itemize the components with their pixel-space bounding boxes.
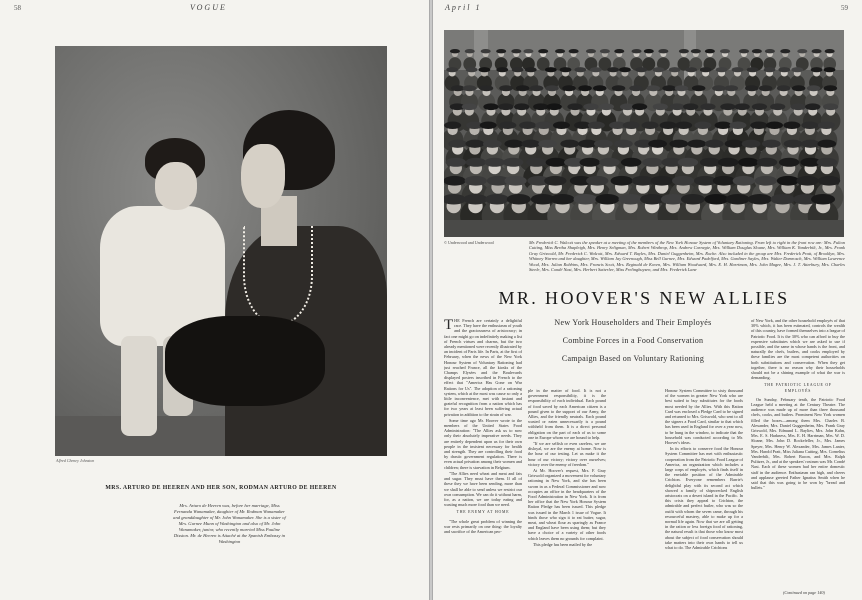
crowd-photo-credit: © Underwood and Underwood xyxy=(444,240,494,245)
deck-line: New York Householders and Their Employés xyxy=(554,318,712,327)
audience-hat xyxy=(687,140,706,148)
audience-hat xyxy=(462,103,477,110)
audience-hat xyxy=(514,103,529,110)
paragraph: ple in the matter of food. It is not a government responsibility, it is the responsibility of each individual. Each pound of food saved by each American citizen is a pound given to the support of our Army, the Allies, and the friendly neutrals. Each pound wasted or eaten unnecessarily is a pound withheld from them. It is a direct personal obligation on the part of each of us to some one in Europe whom we are bound to help. xyxy=(528,388,606,440)
audience-hat xyxy=(648,140,667,148)
audience-hat xyxy=(450,49,460,53)
audience-hat xyxy=(700,158,721,167)
audience-hat xyxy=(824,85,838,91)
crowd-photo-caption: Mr. Frederick C. Walcott was the speaker at a meeting of the members of the New York Honour System of Voluntary Rationing. From left to right in the front row are: Mrs. Fulton Cutting, Miss Bertha Shapleigh, Mrs. Henry Seligman, Mrs. Robert Winthrop, Mrs. Andrew Carnegie, Mrs. William Douglas Sloane, Mrs. William K. Vanderbilt, Jr., Mrs. Frank Gray Griswold, Mr. Frederick C. Walcott, Mrs. Edward T. Bayles, Mrs. Daniel Guggenheim, Mrs. Roche. Also included in the group are Mrs. Frederick Pratt, of Brooklyn, Mrs. Whitney Warren and her daughter, Mrs. William Jay Greenough, Miss Bell Gurnee, Mrs. Edward Padelford, Mrs. Gardiner Sayles, Mrs. Walter Damrosch, Mrs. William Lawrence Wood, Mrs. Julian Robbins, Mrs. Francis Scott, Mrs. Reginald de Koven, Mrs. William Woodward, Mrs. E. H. Harriman, Mrs. John Magee, Mrs. J. T. Atterbury, Mrs. Charles Steele, Mrs. Condé Nast, Mrs. Herbert Satterlee, Miss Frelinghuysen, and Mrs. Frederick Lane xyxy=(529,240,845,273)
audience-hat xyxy=(817,158,838,167)
audience-hat xyxy=(725,140,744,148)
audience-hat xyxy=(791,67,803,72)
audience-hat xyxy=(679,49,689,53)
audience-hat xyxy=(525,67,537,72)
audience-hat xyxy=(742,140,761,148)
audience-hat xyxy=(623,122,640,129)
audience-hat xyxy=(463,85,477,91)
audience-hat xyxy=(715,122,732,129)
audience-hat xyxy=(642,158,663,167)
paragraph: In its efforts to conserve food the Honour System Committee has met with enthusiastic cooperation from the Patriotic Food League of America, an organization which includes a large corps of employés, which finds itself in the enviable position of the Admirable Crichton. Everyone remembers Barrie's delightful play with its second act which showed a family of shipwrecked English aristocrats on a desert island in the Pacific. In this crisis they appeal to Crichton, the admirable and perfect butler, who was so the outfit with whom the seven came, through his resourceful mastery, able to make up for a normal life again. Now that we are all getting in the ration or less foreign food of rationing, the natural result is that those who know most about the subject of food conservation should take matters into their own hands to tell us what to do. The Admirable Crichtons xyxy=(665,446,743,551)
audience-hat xyxy=(764,67,776,72)
audience-hat xyxy=(801,122,818,129)
paragraph: This pledge has been mailed by the xyxy=(533,541,593,547)
audience-hat xyxy=(569,49,579,53)
audience-hat xyxy=(694,122,711,129)
audience-hat xyxy=(647,85,661,91)
drop-cap: T xyxy=(444,318,454,333)
audience-hat xyxy=(632,103,647,110)
deck-line: Campaign Based on Voluntary Rationing xyxy=(561,354,705,363)
audience-hat xyxy=(614,140,633,148)
audience-hat xyxy=(611,176,633,186)
audience-hat xyxy=(747,67,759,72)
audience-hat xyxy=(504,140,523,148)
audience-hat xyxy=(752,49,762,53)
audience-hat xyxy=(750,122,767,129)
audience-hat xyxy=(801,140,820,148)
audience-hat xyxy=(777,85,791,91)
audience-hat xyxy=(485,194,509,205)
audience-hat xyxy=(726,194,750,205)
audience-hat xyxy=(780,49,790,53)
paragraph: At Mr. Hoover's request, Mrs. F. Gray Griswold organized a movement for voluntary rationing in New York, and she has been sworn in as a Federal Commissioner and now occupies an office in the headquarters of the Food Administration in New York. It is from her office that the New York Honour System Ration Pledge has been issued. This pledge was issued in the March 1 issue of Vogue. It binds those who sign it to eat butter, sugar, meat, and wheat flour as sparingly as France and England have been using them; but they have a choice of a variety of other foods which leaves them no grounds for complaint. xyxy=(528,468,606,541)
audience-hat xyxy=(614,49,624,53)
article-column-1 xyxy=(444,318,522,598)
article-column-4 xyxy=(751,318,845,590)
audience-hat xyxy=(480,85,494,91)
audience-hat xyxy=(759,85,773,91)
article-column-2 xyxy=(528,388,606,598)
audience-hat xyxy=(653,103,668,110)
audience-hat xyxy=(511,49,521,53)
audience-hat xyxy=(481,49,491,53)
portrait-caption-title: MRS. ARTURO DE HEEREN AND HER SON, RODMAN ARTURO DE HEEREN xyxy=(105,485,337,491)
left-running-head: VOGUE xyxy=(190,3,227,12)
audience-hat xyxy=(733,176,755,186)
audience-hat xyxy=(651,176,673,186)
paragraph: "The whole great problem of winning the war rests primarily on one thing: the loyalty and sacrifice of the American peo- xyxy=(444,518,522,534)
audience-hat xyxy=(712,85,726,91)
audience-hat xyxy=(672,176,694,186)
section-subhead: THE PATRIOTIC LEAGUE OF EMPLOYÉS xyxy=(764,383,832,393)
audience-hat xyxy=(599,158,620,167)
audience-hat xyxy=(777,176,799,186)
audience-hat xyxy=(640,194,664,205)
audience-hat xyxy=(705,140,724,148)
audience-hat xyxy=(692,85,706,91)
article-deck xyxy=(533,318,733,372)
audience-hat xyxy=(818,176,840,186)
audience-hat xyxy=(811,194,835,205)
audience-hat xyxy=(553,122,570,129)
audience-hat xyxy=(480,122,497,129)
audience-hat xyxy=(586,49,596,53)
audience-hat xyxy=(766,122,783,129)
audience-hat xyxy=(574,194,598,205)
paragraph: THE French are certainly a delightful race. They have the enthusiasm of youth and the graciousness of aristocracy; in fact one might go on indefinitely making a list of French virtues and charms, but the two already mentioned were recently illustrated by an incident of Paris life. In Paris, at the first of February, when the news of the New York Honour System of Voluntary Rationing had just reached France, all the kiosks of the Champs Elysées and the Boulevards displayed posters inscribed in French to the effect that "America Has Gone on War Rations for Us". The adoption of a rationing system, which at the most was cause so only a little inconvenience, met with instant and grateful recognition from a nation which has for two years at least been suffering actual privation in addition to the strain of war. xyxy=(444,318,522,417)
audience-hat xyxy=(823,103,838,110)
audience-hat xyxy=(496,49,506,53)
audience-hat xyxy=(555,49,565,53)
audience-hat xyxy=(669,140,688,148)
paragraph: On Sunday, February tenth, the Patriotic Food League held a meeting at the Century Theatre. The audience was made up of more than three thousand chefs, cooks, and butlers. Prominent New York women filled the boxes—among them Mrs. Charles B. Alexander, Mrs. Daniel Guggenheim, Mrs. Frank Gray Griswold, Mrs. Edmund L. Baylies, Mrs. John Kahn, Mrs. E. S. Harkness, Mrs. E. H. Harriman, Mrs. W. D. Sloane, Mrs. John D. Rockefeller, Jr., Mrs. James Speyer, Mrs. Henry W. Alexander, Mrs. James Lanier, Mrs. Harold Pratt, Miss Juliana Cutting, Mrs. Cornelius Vanderbilt, Mrs. Robert Bacon, and Mrs. Ralph Pulitzer, Jr., and at the speakers' rostrum was Mr. Condé Nast. Each of these women had her entire domestic staff in the audience. Enthusiasm ran high, and cheers and applause greeted Father Ignatius Smith when he said that this was going to be won by "bread and bullets." xyxy=(751,396,845,491)
audience-hat xyxy=(704,194,728,205)
audience-hat xyxy=(705,49,715,53)
audience-hat xyxy=(670,103,685,110)
audience-hat xyxy=(466,158,487,167)
meeting-crowd-photo xyxy=(444,30,844,237)
audience-hat xyxy=(546,158,567,167)
paragraph: "The Allies need wheat and meat and fats and sugar. They must have them. If all of these they we have been sending, more than we shall be able to send unless we restrict our own consumption. We can do it without harm, for, as a nation, we are today eating and wasting much more food than we need. xyxy=(444,470,522,508)
audience-hat xyxy=(590,67,602,72)
audience-hat xyxy=(483,140,502,148)
audience-hat xyxy=(588,122,605,129)
audience-hat xyxy=(757,158,778,167)
audience-hat xyxy=(483,103,498,110)
audience-hat xyxy=(484,158,505,167)
audience-hat xyxy=(523,49,533,53)
audience-hat xyxy=(533,103,548,110)
audience-hat xyxy=(735,103,750,110)
audience-hat xyxy=(545,85,559,91)
section-subhead: THE ENEMY AT HOME xyxy=(456,510,510,515)
audience-hat xyxy=(496,67,508,72)
audience-hat xyxy=(618,194,642,205)
audience-hat xyxy=(578,85,592,91)
audience-hat xyxy=(503,158,523,167)
audience-hat xyxy=(778,67,790,72)
audience-hat xyxy=(593,85,607,91)
audience-hat xyxy=(755,176,777,186)
hall-floor xyxy=(444,220,844,237)
audience-hat xyxy=(607,67,619,72)
audience-hat xyxy=(619,67,631,72)
audience-hat xyxy=(560,140,579,148)
audience-hat xyxy=(824,67,836,72)
audience-hat xyxy=(662,85,676,91)
audience-hat xyxy=(718,158,739,167)
audience-hat xyxy=(681,194,705,205)
audience-hat xyxy=(716,67,728,72)
audience-hat xyxy=(642,122,659,129)
audience-hat xyxy=(660,122,677,129)
audience-hat xyxy=(507,194,531,205)
audience-hat xyxy=(762,140,781,148)
audience-hat xyxy=(444,122,461,129)
audience-hat xyxy=(600,49,610,53)
audience-hat xyxy=(621,158,642,167)
audience-hat xyxy=(783,122,800,129)
audience-hat xyxy=(446,158,467,167)
audience-hat xyxy=(465,176,487,186)
audience-hat xyxy=(792,85,806,91)
audience-hat xyxy=(512,67,524,72)
portrait-caption-body: Mrs. Arturo de Heeren was, before her marriage, Miss Fernanda Wanamaker, daughter of Mr. Rodman Wanamaker and granddaughter of Mr. John Wanamaker. She is a sister of Mrs. Gurnee Munn of Washington and also of Mr. John Wanamaker, junior, who recently married Miss Pauline Disston. Mr. de Heeren is Attaché at the Spanish Embassy in Washington xyxy=(173,503,286,544)
audience-hat xyxy=(516,85,530,91)
audience-hat xyxy=(732,67,744,72)
right-folio: 59 xyxy=(841,4,848,12)
paragraph: "If we are selfish or even careless, we are disloyal, we are the enemy at home. Now is the hour of our testing. Let us make it the hour of our victory; victory over ourselves; victory over the enemy of freedom." xyxy=(528,441,606,467)
audience-hat xyxy=(519,122,536,129)
audience-hat xyxy=(504,176,526,186)
audience-hat xyxy=(669,67,681,72)
audience-hat xyxy=(738,158,759,167)
audience-hat xyxy=(745,85,759,91)
audience-hat xyxy=(448,140,467,148)
audience-hat xyxy=(784,140,803,148)
audience-hat xyxy=(796,176,818,186)
continued-note: (Continued on page 140) xyxy=(783,590,825,595)
audience-hat xyxy=(729,122,746,129)
audience-hat xyxy=(547,103,562,110)
audience-hat xyxy=(720,49,730,53)
audience-hat xyxy=(530,85,544,91)
audience-hat xyxy=(612,85,626,91)
audience-hat xyxy=(466,140,485,148)
portrait-credit: Alfred Cheney Johnston xyxy=(56,458,95,463)
article-column-3 xyxy=(665,388,743,598)
audience-hat xyxy=(779,158,800,167)
audience-hat xyxy=(446,67,458,72)
audience-hat xyxy=(700,103,715,110)
audience-hat xyxy=(551,194,575,205)
audience-hat xyxy=(629,85,643,91)
audience-hat xyxy=(644,49,654,53)
article-headline: MR. HOOVER'S NEW ALLIES xyxy=(498,288,790,308)
audience-hat xyxy=(521,140,540,148)
audience-hat xyxy=(583,103,598,110)
right-page xyxy=(433,0,862,600)
audience-hat xyxy=(594,140,613,148)
paragraph: Some time ago Mr. Hoover wrote to the members of the United States Food Administration: "The Allies ask us to now only their absolutely imperative needs. They are entirely dependent upon us for their own people in the insistent necessary for health and strength. They are controlling their food by drastic government regulation. There is even actual privation among their women and children; there is starvation in Belgium. xyxy=(444,417,522,470)
left-folio: 58 xyxy=(14,4,21,12)
audience-hat xyxy=(595,194,619,205)
portrait-photo xyxy=(55,46,387,456)
audience-hat xyxy=(725,85,739,91)
audience-hat xyxy=(463,194,487,205)
audience-hat xyxy=(635,67,647,72)
audience-hat xyxy=(544,176,566,186)
audience-hat xyxy=(574,67,586,72)
audience-hat xyxy=(535,122,552,129)
audience-hat xyxy=(526,158,547,167)
audience-hat xyxy=(567,103,582,110)
audience-hat xyxy=(444,176,466,186)
audience-hat xyxy=(700,67,712,72)
audience-hat xyxy=(691,49,701,53)
audience-hat xyxy=(451,85,465,91)
audience-hat xyxy=(805,103,820,110)
audience-hat xyxy=(797,49,807,53)
audience-hat xyxy=(811,67,823,72)
audience-hat xyxy=(498,103,513,110)
audience-hat xyxy=(739,49,749,53)
audience-hat xyxy=(632,49,642,53)
audience-hat xyxy=(817,140,836,148)
audience-hat xyxy=(538,49,548,53)
audience-hat xyxy=(580,158,601,167)
audience-hat xyxy=(720,103,735,110)
audience-hat xyxy=(748,194,772,205)
audience-hat xyxy=(678,158,699,167)
audience-hat xyxy=(752,103,767,110)
audience-hat xyxy=(466,67,478,72)
audience-hat xyxy=(675,85,689,91)
audience-hat xyxy=(499,85,513,91)
audience-hat xyxy=(499,122,516,129)
audience-hat xyxy=(538,140,557,148)
audience-hat xyxy=(771,194,795,205)
audience-hat xyxy=(562,85,576,91)
audience-hat xyxy=(713,176,735,186)
deck-line: Combine Forces in a Food Conservation xyxy=(562,336,704,345)
audience-hat xyxy=(478,67,490,72)
audience-hat xyxy=(658,49,668,53)
audience-hat xyxy=(560,67,572,72)
audience-hat xyxy=(599,103,614,110)
audience-hat xyxy=(818,122,835,129)
audience-hat xyxy=(685,67,697,72)
paragraph: Honour System Committee to sixty thousand of the women in greater New York who are best suited to buy substitutes for the foods most needed by the Allies. With this Ration Card was enclosed a Pledge Card to be signed and returned to Mrs. Griswold, who sent to all the signers a Food Card, similar to that which has been used in England for over a year now, to be hung in the window, to indicate that the household was conducted according to Mr. Hoover's ideas. xyxy=(665,388,743,446)
crowd-illustration xyxy=(444,30,844,237)
audience-hat xyxy=(586,176,608,186)
audience-hat xyxy=(465,49,475,53)
audience-hat xyxy=(683,103,698,110)
audience-hat xyxy=(545,67,557,72)
audience-hat xyxy=(765,49,775,53)
audience-hat xyxy=(770,103,785,110)
left-page xyxy=(0,0,429,600)
audience-hat xyxy=(812,49,822,53)
audience-hat xyxy=(791,103,806,110)
audience-hat xyxy=(807,85,821,91)
paragraph: of New York, and the other household employés of that 30% which, it has been estimated, controls the wealth of this country, have formed themselves into a league of Patriotic Food. It is the 30% who can afford to buy the expensive substitutes which we are asked to use if possible, and the same in whose hands is the front, and naturally the chefs, butlers, and cooks employed by these families are the most competent authorities on both substitutions and conservation. When they get together, there is no reason why their households should not be a shining example of what the war is demanding. xyxy=(751,318,845,381)
right-running-head: April 1 xyxy=(445,3,482,12)
audience-hat xyxy=(825,49,835,53)
audience-hat xyxy=(653,67,665,72)
audience-hat xyxy=(675,122,692,129)
